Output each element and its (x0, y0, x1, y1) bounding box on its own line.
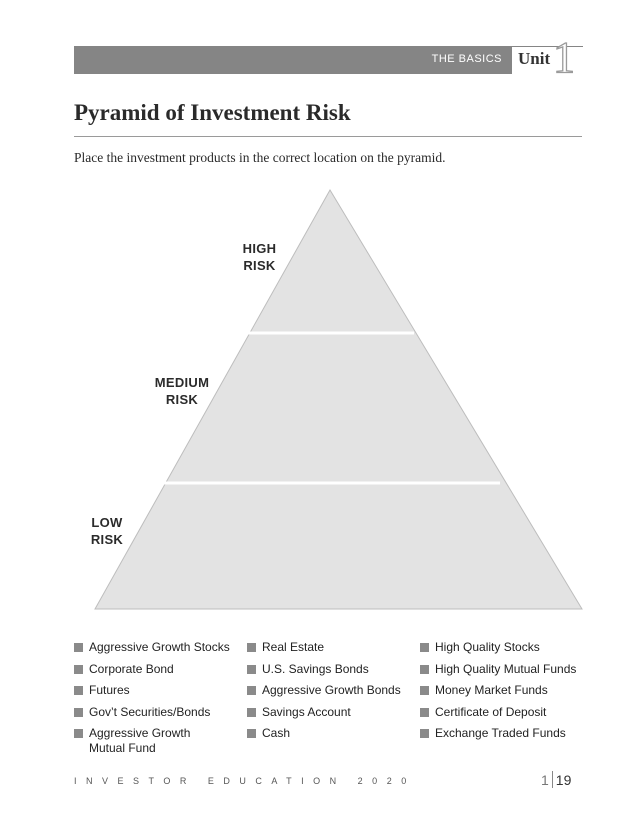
square-bullet-icon (74, 708, 83, 717)
square-bullet-icon (247, 686, 256, 695)
square-bullet-icon (247, 708, 256, 717)
square-bullet-icon (74, 686, 83, 695)
product-column-2 (247, 640, 417, 748)
list-item: U.S. Savings Bonds (247, 662, 417, 677)
square-bullet-icon (247, 665, 256, 674)
footer-page-number: 19 (555, 772, 572, 788)
square-bullet-icon (247, 643, 256, 652)
square-bullet-icon (420, 708, 429, 717)
list-item: Savings Account (247, 705, 417, 720)
square-bullet-icon (420, 729, 429, 738)
list-item: Certificate of Deposit (420, 705, 600, 720)
square-bullet-icon (420, 686, 429, 695)
square-bullet-icon (74, 643, 83, 652)
list-item: High Quality Mutual Funds (420, 662, 600, 677)
instructions: Place the investment products in the correct location on the pyramid. (74, 150, 446, 165)
high-risk-label: HIGH RISK (242, 241, 277, 273)
list-item: Real Estate (247, 640, 417, 655)
list-item: High Quality Stocks (420, 640, 600, 655)
list-item: Money Market Funds (420, 683, 600, 698)
product-column-3 (420, 640, 600, 748)
page-number-divider (552, 771, 553, 788)
unit-label: Unit (518, 49, 551, 68)
low-risk-label: LOW RISK (90, 515, 124, 547)
square-bullet-icon (74, 665, 83, 674)
square-bullet-icon (74, 729, 83, 738)
square-bullet-icon (420, 643, 429, 652)
square-bullet-icon (247, 729, 256, 738)
list-item: Gov’t Securities/Bonds (74, 705, 244, 720)
list-item: Aggressive Growth Mutual Fund (74, 726, 214, 756)
footer-unit-number: 1 (541, 772, 549, 788)
page-title: Pyramid of Investment Risk (74, 100, 351, 125)
list-item: Exchange Traded Funds (420, 726, 600, 741)
list-item: Futures (74, 683, 244, 698)
square-bullet-icon (420, 665, 429, 674)
unit-number: 1 (553, 33, 575, 82)
list-item: Cash (247, 726, 417, 741)
list-item: Corporate Bond (74, 662, 244, 677)
section-label: THE BASICS (431, 53, 502, 65)
footer-publication: INVESTOR EDUCATION 2020 (74, 776, 416, 786)
page-number (541, 771, 571, 788)
medium-risk-label: MEDIUM RISK (154, 375, 210, 407)
product-column-1 (74, 640, 244, 763)
list-item: Aggressive Growth Stocks (74, 640, 244, 655)
list-item: Aggressive Growth Bonds (247, 683, 417, 698)
